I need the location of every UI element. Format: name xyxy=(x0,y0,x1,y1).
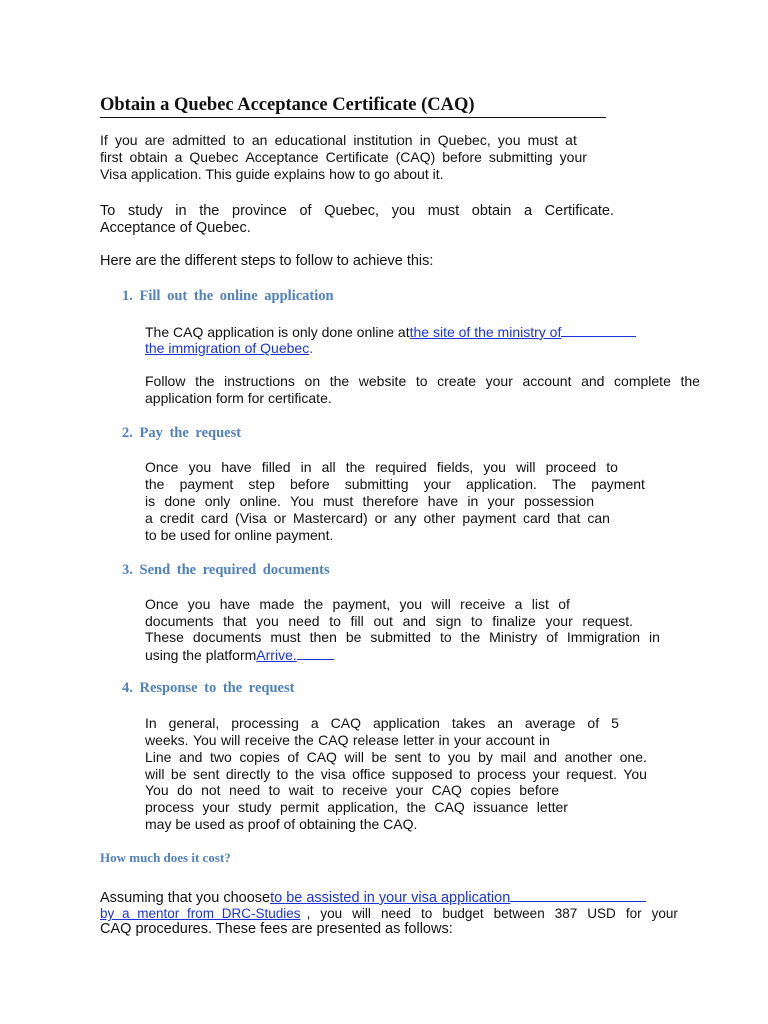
word: first xyxy=(100,149,123,165)
word: your xyxy=(545,613,573,629)
step-4-line-4 xyxy=(145,766,647,783)
step-3-heading: 3. Send the required documents xyxy=(122,562,330,578)
word: will xyxy=(431,596,451,612)
word: required xyxy=(375,459,427,475)
word: 5 xyxy=(611,715,619,731)
word: or xyxy=(374,510,388,526)
word: process xyxy=(477,766,527,782)
word: mail xyxy=(500,749,527,765)
word: have xyxy=(221,459,252,475)
word: submitting xyxy=(344,476,409,492)
word: before xyxy=(289,476,330,492)
intro-line-1 xyxy=(100,132,577,149)
word: obtain xyxy=(471,203,512,219)
word: before xyxy=(442,149,482,165)
word: Certificate xyxy=(325,149,389,165)
word: letter xyxy=(403,732,435,748)
word: budget xyxy=(442,906,484,921)
word: possession xyxy=(523,493,594,509)
word: Ministry xyxy=(489,629,538,645)
word: Acceptance xyxy=(245,149,319,165)
word: directly xyxy=(225,766,271,782)
word: in xyxy=(300,459,312,475)
word: in xyxy=(419,132,431,148)
word: admitted xyxy=(172,132,226,148)
word: can xyxy=(587,510,610,526)
word: must xyxy=(527,132,558,148)
word: submitted xyxy=(370,629,432,645)
intro-line-2 xyxy=(100,149,587,166)
word: receive xyxy=(244,732,290,748)
word: CAQ xyxy=(434,799,465,815)
word: do xyxy=(177,782,193,798)
word: in xyxy=(175,203,187,219)
word: account xyxy=(485,732,535,748)
word: you xyxy=(320,906,343,921)
word: to xyxy=(458,766,471,782)
word: in xyxy=(467,493,479,509)
word: you xyxy=(256,613,279,629)
word: you xyxy=(391,203,416,219)
word: another xyxy=(564,749,613,765)
word: a xyxy=(174,149,183,165)
word: account xyxy=(522,373,572,389)
word: to xyxy=(329,613,341,629)
word: will xyxy=(344,749,364,765)
word: processing xyxy=(231,715,299,731)
arrive-link[interactable]: Arrive. xyxy=(256,647,297,663)
word: your xyxy=(453,732,482,748)
step-1-paragraph-2-line-2: application form for certificate. xyxy=(145,390,332,406)
word: will xyxy=(516,459,536,475)
word: the xyxy=(294,732,314,748)
platform-prefix: using the platform xyxy=(145,647,257,663)
word: and xyxy=(533,749,558,765)
word: your xyxy=(423,476,451,492)
step-3-line-4 xyxy=(145,646,334,664)
word: request. xyxy=(582,613,633,629)
word: USD xyxy=(587,906,616,921)
word: create xyxy=(437,373,477,389)
word: Quebec, xyxy=(437,132,491,148)
word: to xyxy=(421,906,433,921)
word: (Visa xyxy=(235,510,267,526)
word: finalize xyxy=(492,613,536,629)
word: between xyxy=(493,906,545,921)
step-1-paragraph-1 xyxy=(145,323,636,341)
word: CAQ xyxy=(306,749,337,765)
word: Immigration xyxy=(566,629,641,645)
word: the xyxy=(303,596,324,612)
word: to xyxy=(232,132,245,148)
word: office xyxy=(352,766,386,782)
word: to xyxy=(606,459,618,475)
word: will xyxy=(220,732,241,748)
word: an xyxy=(251,132,268,148)
word: list xyxy=(531,596,549,612)
word: application xyxy=(372,715,440,731)
ministry-link[interactable]: the site of the ministry of xyxy=(409,324,562,340)
word: your xyxy=(202,799,230,815)
word: will xyxy=(145,766,165,782)
word: and xyxy=(402,613,426,629)
step-1-prefix: The CAQ application is only done online at xyxy=(145,324,410,340)
word: all xyxy=(321,459,336,475)
word: institution xyxy=(353,132,413,148)
word: If xyxy=(100,132,108,148)
step-4-line-6 xyxy=(145,799,568,816)
word: Follow xyxy=(145,373,186,389)
step-3-line-2 xyxy=(145,613,633,630)
word: your xyxy=(487,493,515,509)
word: a xyxy=(145,510,153,526)
word: credit xyxy=(159,510,194,526)
word: province xyxy=(232,203,287,219)
word: is xyxy=(145,493,156,509)
word: payment, xyxy=(332,596,391,612)
word: on xyxy=(304,373,321,389)
word: Once xyxy=(145,459,179,475)
word: (CAQ) xyxy=(395,149,436,165)
word: be xyxy=(170,766,187,782)
step-2-line-4 xyxy=(145,510,610,527)
word: payment xyxy=(462,510,517,526)
word: before xyxy=(519,782,559,798)
word: You xyxy=(145,782,169,798)
word: must xyxy=(427,203,460,219)
study-line-1 xyxy=(100,203,614,220)
word: the xyxy=(329,373,350,389)
word: have xyxy=(427,493,459,509)
word: application, xyxy=(327,799,399,815)
step-2-line-2 xyxy=(145,476,645,493)
word: wait xyxy=(288,782,314,798)
word: card xyxy=(200,510,229,526)
word: visa xyxy=(320,766,346,782)
word: your xyxy=(532,766,560,782)
step-3-line-1 xyxy=(145,596,570,613)
word: takes xyxy=(451,715,486,731)
link-underline-pad xyxy=(510,888,646,902)
word: in xyxy=(438,732,450,748)
word: payment xyxy=(591,476,645,492)
word: obtain xyxy=(129,149,168,165)
visa-assistance-link[interactable]: to be assisted in your visa application xyxy=(270,890,511,906)
word: you xyxy=(497,132,521,148)
word: Quebec, xyxy=(324,203,380,219)
word: not xyxy=(201,782,221,798)
word: done xyxy=(164,493,196,509)
word: the xyxy=(406,799,426,815)
intro-line-3: Visa application. This guide explains how to go about it. xyxy=(100,166,444,182)
word: have xyxy=(219,596,251,612)
word: study xyxy=(238,799,272,815)
word: sent xyxy=(394,749,422,765)
word: two xyxy=(209,749,232,765)
word: permit xyxy=(279,799,319,815)
steps-intro: Here are the different steps to follow to achieve this: xyxy=(100,253,434,269)
word: CAQ xyxy=(318,732,349,748)
word: CAQ xyxy=(431,782,462,798)
word: general, xyxy=(168,715,220,731)
word: supposed xyxy=(391,766,453,782)
word: to xyxy=(440,629,452,645)
word: to xyxy=(415,373,428,389)
word: instructions xyxy=(224,373,295,389)
immigration-quebec-link[interactable]: the immigration of Quebec xyxy=(145,340,310,356)
word: you xyxy=(399,596,423,612)
word: issuance xyxy=(473,799,529,815)
word: proceed xyxy=(545,459,597,475)
word: educational xyxy=(274,132,347,148)
word: of xyxy=(587,715,600,731)
word: to xyxy=(268,782,281,798)
word: your xyxy=(559,149,587,165)
word: These xyxy=(145,629,184,645)
word: documents xyxy=(192,629,262,645)
word: payment xyxy=(179,476,234,492)
word: Mastercard) xyxy=(292,510,368,526)
word: need xyxy=(229,782,261,798)
word: weeks. xyxy=(145,732,189,748)
word: website xyxy=(358,373,407,389)
word: be xyxy=(371,749,388,765)
word: of xyxy=(558,596,570,612)
word: therefore xyxy=(362,493,419,509)
step-4-line-5 xyxy=(145,782,559,799)
word: of xyxy=(546,629,558,645)
study-line-2: Acceptance of Quebec. xyxy=(100,220,251,236)
word: only xyxy=(204,493,231,509)
word: your xyxy=(485,373,513,389)
word: process xyxy=(145,799,195,815)
word: Line xyxy=(145,749,172,765)
word: then xyxy=(309,629,337,645)
word: a xyxy=(523,203,533,219)
word: will xyxy=(352,906,371,921)
word: complete xyxy=(614,373,671,389)
word: to xyxy=(276,766,289,782)
word: the xyxy=(199,203,220,219)
word: CAQ xyxy=(330,715,361,731)
word: study xyxy=(127,203,163,219)
word: an xyxy=(497,715,513,731)
word: a xyxy=(514,596,523,612)
cost-heading: How much does it cost? xyxy=(100,850,231,865)
step-4-line-7: may be used as proof of obtaining the CAQ. xyxy=(145,816,418,832)
step-1-heading: 1. Fill out the online application xyxy=(122,288,334,304)
word: In xyxy=(145,715,157,731)
word: your xyxy=(651,906,678,921)
link-underline-pad xyxy=(297,646,334,660)
word: application. xyxy=(466,476,537,492)
word: in xyxy=(648,629,660,645)
step-1-paragraph-2-line-1 xyxy=(145,373,700,390)
word: or xyxy=(273,510,287,526)
word: filled xyxy=(261,459,291,475)
word: you xyxy=(187,596,211,612)
word: You xyxy=(623,766,647,782)
word: to xyxy=(322,782,334,798)
word: online. xyxy=(239,493,281,509)
word: and xyxy=(179,749,203,765)
word: in xyxy=(538,732,550,748)
word: you xyxy=(114,132,138,148)
word: to xyxy=(428,749,441,765)
step-3-line-3 xyxy=(145,629,660,646)
word: Quebec xyxy=(189,149,239,165)
word: release xyxy=(352,732,399,748)
step-4-line-2 xyxy=(145,732,550,749)
word: sent xyxy=(192,766,220,782)
word: average xyxy=(524,715,576,731)
cost-suffix xyxy=(307,905,678,922)
word: other xyxy=(423,510,456,526)
step-2-line-3 xyxy=(145,493,594,510)
word: Once xyxy=(145,596,179,612)
word: of xyxy=(287,749,300,765)
word: receive xyxy=(460,596,506,612)
step-1-paragraph-1-line-2 xyxy=(145,340,313,357)
word: that xyxy=(223,613,247,629)
word: copies xyxy=(239,749,280,765)
word: out xyxy=(373,613,393,629)
word: card xyxy=(522,510,551,526)
word: are xyxy=(144,132,165,148)
link-underline-pad xyxy=(561,323,636,337)
word: your xyxy=(395,782,424,798)
word: the xyxy=(345,459,366,475)
step-4-line-3 xyxy=(145,749,647,766)
cost-line-2 xyxy=(100,905,678,922)
word: you xyxy=(483,459,506,475)
link-period: . xyxy=(309,340,314,356)
word: the xyxy=(195,373,215,389)
word: be xyxy=(345,629,362,645)
word: at xyxy=(565,132,577,148)
word: , xyxy=(306,906,311,921)
word: documents xyxy=(145,613,214,629)
word: made xyxy=(259,596,295,612)
step-4-line-1 xyxy=(145,715,619,732)
word: need xyxy=(380,906,411,921)
word: request. xyxy=(566,766,617,782)
word: a xyxy=(310,715,319,731)
word: you xyxy=(447,749,471,765)
word: the xyxy=(294,766,315,782)
word: 387 xyxy=(554,906,578,921)
word: You xyxy=(290,493,314,509)
word: letter xyxy=(536,799,568,815)
word: that xyxy=(557,510,581,526)
cost-prefix: Assuming that you choose xyxy=(100,890,271,906)
word: one. xyxy=(619,749,647,765)
word: you xyxy=(188,459,212,475)
word: the xyxy=(460,629,481,645)
word: The xyxy=(551,476,577,492)
word: and xyxy=(581,373,605,389)
word: You xyxy=(192,732,217,748)
word: fields, xyxy=(436,459,474,475)
step-2-line-5: to be used for online payment. xyxy=(145,527,334,543)
step-2-line-1 xyxy=(145,459,618,476)
word: sign xyxy=(435,613,462,629)
step-2-heading: 2. Pay the request xyxy=(122,425,242,441)
word: receive xyxy=(342,782,388,798)
page-title: Obtain a Quebec Acceptance Certificate (CAQ) xyxy=(100,95,606,118)
word: To xyxy=(100,203,116,219)
step-4-heading: 4. Response to the request xyxy=(122,680,295,696)
word: fill xyxy=(350,613,364,629)
cost-line-3: CAQ procedures. These fees are presented as follows: xyxy=(100,921,453,937)
word: to xyxy=(470,613,483,629)
word: of xyxy=(299,203,312,219)
word: need xyxy=(288,613,320,629)
word: step xyxy=(248,476,275,492)
word: by xyxy=(478,749,493,765)
word: must xyxy=(270,629,301,645)
word: the xyxy=(145,476,165,492)
word: submitting xyxy=(488,149,553,165)
word: any xyxy=(393,510,417,526)
word: must xyxy=(322,493,354,509)
word: for xyxy=(625,906,642,921)
word: Certificate. xyxy=(544,203,614,219)
word: the xyxy=(680,373,700,389)
word: copies xyxy=(470,782,511,798)
mentor-link[interactable]: by a mentor from DRC-Studies xyxy=(100,906,301,921)
